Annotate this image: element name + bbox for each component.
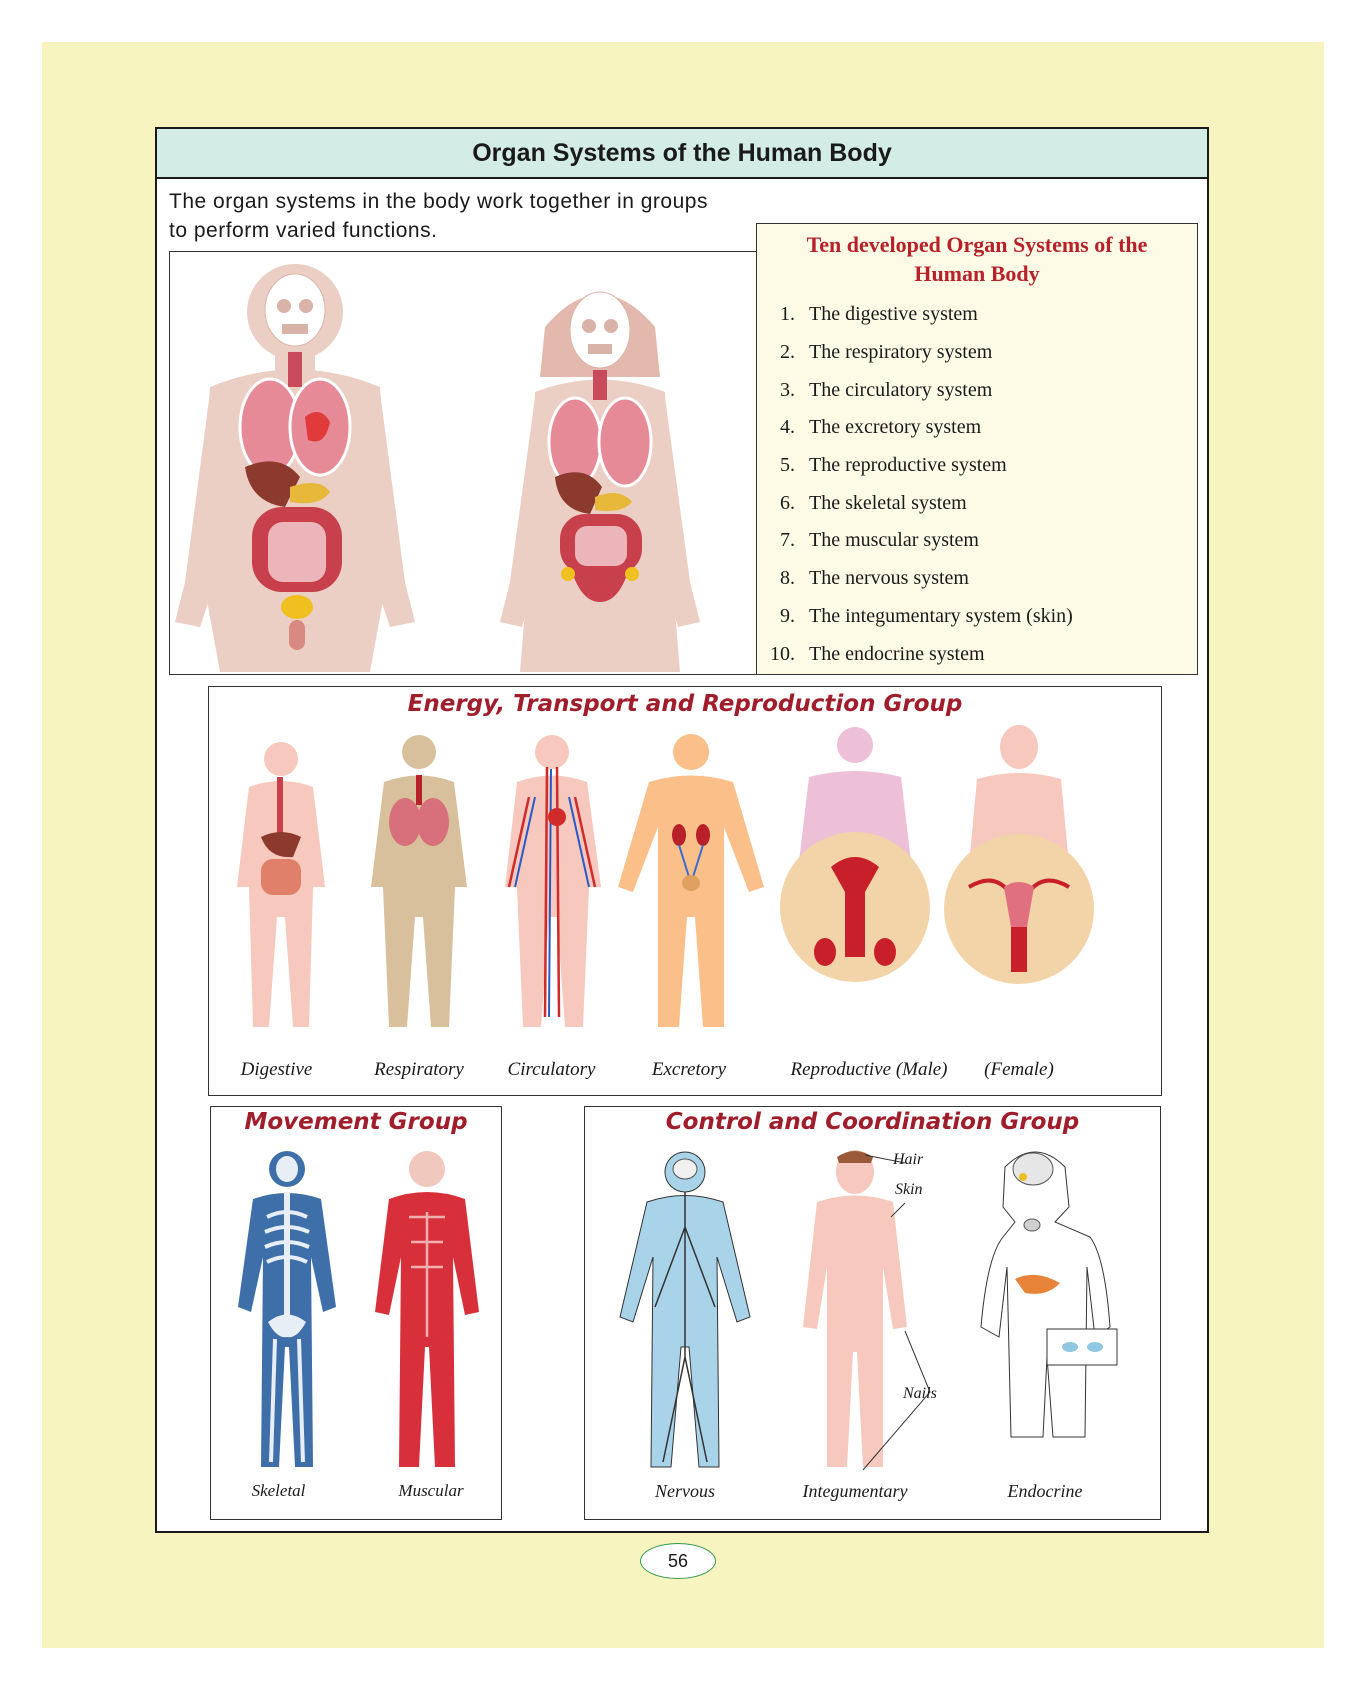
intro-text: The organ systems in the body work together in groups to perform varied functions.	[169, 190, 708, 242]
energy-group-title: Energy, Transport and Reproduction Group	[407, 691, 963, 717]
control-coordination-group	[584, 1106, 1161, 1520]
male-reproductive-figure	[780, 727, 930, 982]
digestive-figure	[237, 742, 325, 1027]
caption-muscular: Muscular	[398, 1481, 464, 1500]
note-hair: Hair	[893, 1151, 924, 1168]
caption-excretory: Excretory	[651, 1059, 727, 1080]
movement-group	[210, 1106, 502, 1520]
list-item: 4. The excretory system	[780, 416, 982, 439]
page-number: 56	[640, 1543, 716, 1579]
anatomy-figures	[170, 252, 762, 676]
female-reproductive-figure	[944, 725, 1094, 984]
caption-circulatory: Circulatory	[507, 1059, 596, 1080]
male-anatomy-figure	[175, 264, 415, 672]
energy-transport-reproduction-group	[208, 686, 1162, 1096]
control-group-title: Control and Coordination Group	[665, 1109, 1080, 1135]
endocrine-figure	[981, 1152, 1117, 1437]
caption-endocrine: Endocrine	[1007, 1481, 1083, 1501]
ten-systems-panel	[756, 223, 1198, 675]
list-item: 8. The nervous system	[780, 567, 969, 590]
list-item: 3. The circulatory system	[780, 378, 993, 401]
caption-skeletal: Skeletal	[251, 1481, 306, 1500]
respiratory-figure	[371, 735, 467, 1027]
skeletal-figure	[238, 1151, 336, 1467]
content-frame	[155, 127, 1209, 1533]
anatomy-illustration	[169, 251, 761, 675]
list-item: 10. The endocrine system	[770, 642, 985, 665]
note-skin: Skin	[895, 1181, 923, 1198]
caption-reproductive-female: (Female)	[984, 1059, 1054, 1080]
movement-group-figures	[211, 1107, 503, 1521]
caption-digestive: Digestive	[240, 1059, 313, 1080]
list-item: 7. The muscular system	[780, 529, 979, 552]
ten-systems-list	[757, 296, 1197, 673]
energy-group-figures	[209, 687, 1163, 1097]
note-nails: Nails	[903, 1385, 937, 1402]
excretory-figure	[618, 734, 764, 1027]
caption-reproductive-male: Reproductive (Male)	[790, 1059, 948, 1080]
list-item: 5. The reproductive system	[780, 454, 1007, 477]
control-group-figures	[585, 1107, 1162, 1521]
list-item: 1. The digestive system	[780, 303, 978, 326]
nervous-figure	[620, 1152, 750, 1467]
ten-systems-title: Ten developed Organ Systems of the Human Body	[806, 232, 1148, 286]
muscular-figure	[375, 1151, 479, 1467]
page-title: Organ Systems of the Human Body	[157, 129, 1207, 179]
list-item: 6. The skeletal system	[780, 491, 967, 514]
female-anatomy-figure	[500, 292, 700, 672]
list-item: 2. The respiratory system	[780, 341, 993, 364]
caption-respiratory: Respiratory	[374, 1059, 464, 1080]
caption-nervous: Nervous	[655, 1481, 715, 1501]
circulatory-figure	[505, 735, 601, 1027]
movement-group-title: Movement Group	[244, 1109, 468, 1135]
list-item: 9. The integumentary system (skin)	[780, 604, 1073, 627]
caption-integumentary: Integumentary	[802, 1481, 908, 1501]
